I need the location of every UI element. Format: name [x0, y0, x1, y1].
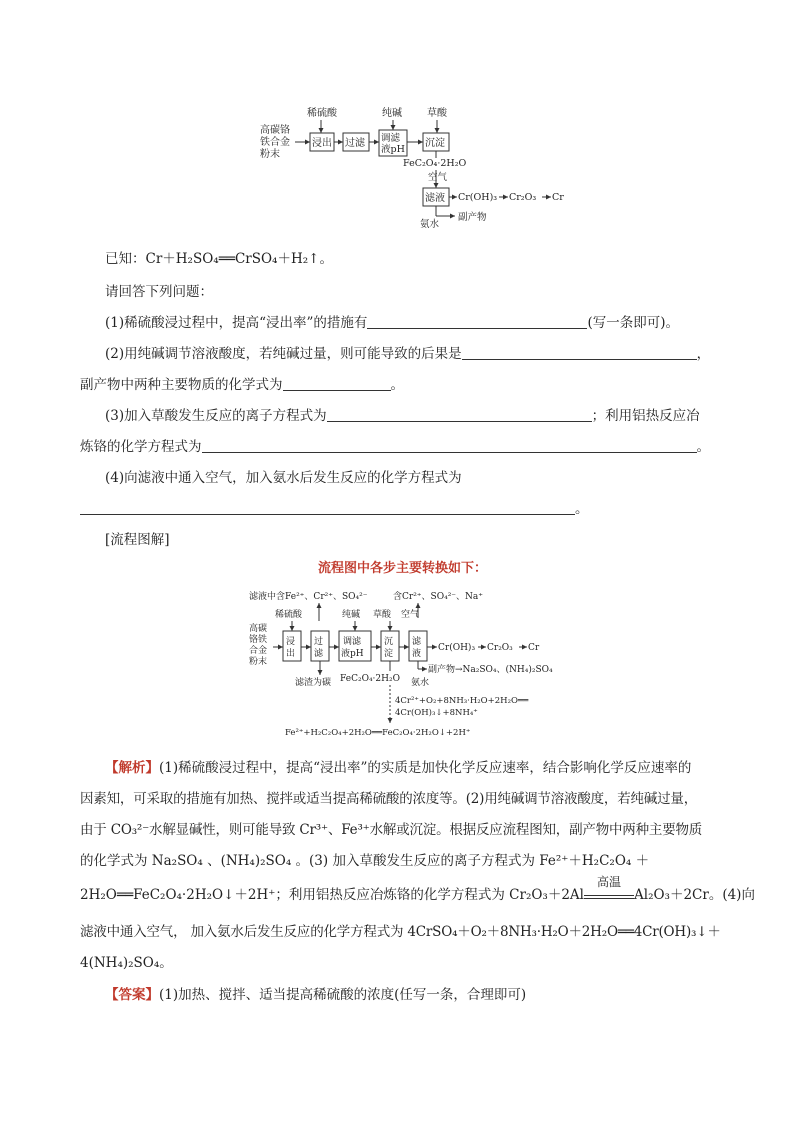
analysis-line-4: 的化学式为 Na₂SO₄ 、(NH₄)₂SO₄ 。(3) 加入草酸发生反应的离子方程式为 Fe²⁺＋H₂C₂O₄ ＋ — [80, 853, 650, 869]
d2-box-ph: 液pH — [341, 649, 364, 659]
question-3: (3)加入草酸发生反应的离子方程式为 ；利用铝热反应冶 — [105, 408, 700, 424]
d1-start-1: 高碳铬 — [260, 125, 290, 136]
d2-ammonia: 氨水 — [411, 678, 430, 688]
analysis-line-2: 因素知，可采取的措施有加热、搅拌或适当提高稀硫酸的浓度等。(2)用纯碱调节溶液酸度，若纯碱过量， — [80, 791, 698, 807]
svg-text:滤: 滤 — [412, 637, 422, 647]
q1-answer-blank[interactable] — [367, 314, 587, 329]
d2-start-4: 粉末 — [249, 657, 268, 667]
d2-chain-3: Cr — [528, 643, 540, 653]
d2-eq1: 4Cr²⁺+O₂+8NH₃·H₂O+2H₂O══ — [395, 696, 529, 706]
d2-reagent-acid: 稀硫酸 — [275, 610, 303, 620]
d1-box-filtrate: 滤液 — [425, 193, 445, 204]
d2-box-filtrate: 液 — [412, 649, 422, 659]
flow-diagram-2 — [245, 585, 585, 745]
q3-answer-blank-2[interactable] — [202, 438, 697, 453]
question-2-cont: 副产物中两种主要物质的化学式为 。 — [80, 377, 404, 393]
diagram2-title: 流程图中各步主要转换如下： — [318, 561, 488, 576]
analysis-tag: 【解析】 — [105, 760, 159, 776]
thermite-condition: 高温 — [584, 887, 634, 899]
d1-box-precip: 沉淀 — [425, 138, 445, 149]
d1-reagent-oxalic: 草酸 — [427, 108, 447, 119]
d2-reagent-soda: 纯碱 — [342, 610, 361, 620]
question-3-cont: 炼铬的化学方程式为 。 — [80, 439, 710, 455]
d2-box-leach: 出 — [286, 649, 296, 659]
d2-precipitate: FeC₂O₄·2H₂O — [340, 674, 400, 684]
flow-diagram-1 — [255, 100, 575, 230]
d1-chain-3: Cr — [552, 192, 564, 203]
question-1: (1)稀硫酸浸过程中，提高“浸出率”的措施有 (写一条即可)。 — [105, 315, 679, 331]
analysis-line-5: 2H₂O══FeC₂O₄·2H₂O↓＋2H⁺；利用铝热反应冶炼铬的化学方程式为 Cr₂O₃＋2Al 高温 Al₂O₃＋2Cr。(4)向 — [80, 875, 755, 903]
d1-precipitate: FeC₂O₄·2H₂O — [403, 158, 467, 169]
analysis-line-1: 【解析】(1)稀硫酸浸过程中，提高“浸出率”的实质是加快化学反应速率，结合影响化学反应速率的 — [105, 760, 692, 776]
d2-filtrate-right: 含Cr²⁺、SO₄²⁻、Na⁺ — [393, 592, 484, 602]
d1-chain-1: Cr(OH)₃ — [458, 192, 498, 203]
d2-box-filter: 滤 — [314, 649, 324, 659]
d1-reagent-soda: 纯碱 — [382, 108, 402, 119]
d2-chain-1: Cr(OH)₃ — [438, 643, 476, 653]
d2-residue: 滤渣为碳 — [295, 678, 332, 688]
question-2: (2)用纯碱调节溶液酸度，若纯碱过量，则可能导致的后果是 ， — [105, 346, 711, 362]
d2-filtrate-top: 滤液中含Fe²⁺、Cr²⁺、SO₄²⁻ — [249, 592, 368, 602]
answer-line: 【答案】(1)加热、搅拌、适当提高稀硫酸的浓度(任写一条，合理即可) — [105, 987, 527, 1003]
d2-start-2: 铬铁 — [249, 635, 268, 645]
d1-start-3: 粉末 — [260, 149, 280, 160]
known-condition: 已知：Cr＋H₂SO₄══CrSO₄＋H₂↑。 — [105, 251, 333, 267]
d2-start-1: 高碳 — [249, 624, 268, 634]
svg-text:沉: 沉 — [384, 637, 394, 647]
d1-box-leach: 浸出 — [312, 138, 332, 149]
answer-tag: 【答案】 — [105, 987, 159, 1003]
d1-reagent-acid: 稀硫酸 — [307, 108, 337, 119]
d2-box-precip: 淀 — [384, 649, 394, 659]
d1-ammonia: 氨水 — [420, 219, 440, 230]
d2-reagent-air: 空气 — [401, 610, 420, 620]
svg-text:过: 过 — [314, 637, 324, 647]
analysis-line-6: 滤液中通入空气， 加入氨水后发生反应的化学方程式为 4CrSO₄＋O₂＋8NH₃·H₂O＋2H₂O══4Cr(OH)₃↓＋ — [80, 924, 721, 940]
d2-eq2: 4Cr(OH)₃↓+8NH₄⁺ — [395, 708, 478, 718]
d1-byproduct: 副产物 — [458, 212, 487, 223]
q3-answer-blank-1[interactable] — [327, 407, 592, 422]
q2-answer-blank-1[interactable] — [462, 345, 697, 360]
d2-byproduct: 副产物→Na₂SO₄、(NH₄)₂SO₄ — [428, 665, 553, 675]
d2-start-3: 合金 — [249, 646, 268, 656]
analysis-line-7: 4(NH₄)₂SO₄。 — [80, 955, 173, 971]
q2-answer-blank-2[interactable] — [283, 376, 391, 391]
d2-chain-2: Cr₂O₃ — [487, 643, 513, 653]
svg-text:调滤: 调滤 — [343, 637, 362, 647]
d1-start-2: 铁合金 — [260, 137, 290, 148]
d1-box-ph: 调滤 — [381, 133, 401, 144]
svg-text:液pH: 液pH — [381, 144, 405, 155]
section-label: [流程图解] — [105, 532, 170, 548]
question-4-cont: 。 — [80, 500, 589, 518]
question-4: (4)向滤液中通入空气，加入氨水后发生反应的化学方程式为 — [105, 470, 462, 486]
d1-air: 空气 — [428, 172, 448, 183]
d2-eq3: Fe²⁺+H₂C₂O₄+2H₂O══FeC₂O₄·2H₂O↓+2H⁺ — [285, 728, 471, 738]
d1-chain-2: Cr₂O₃ — [509, 192, 537, 203]
d2-reagent-oxalic: 草酸 — [373, 610, 392, 620]
prompt-line: 请回答下列问题： — [105, 284, 213, 300]
d1-box-filter: 过滤 — [345, 138, 365, 149]
q4-answer-blank[interactable] — [80, 500, 575, 515]
analysis-line-3: 由于 CO₃²⁻水解显碱性，则可能导致 Cr³⁺、Fe³⁺水解或沉淀。根据反应流程图知，副产物中两种主要物质 — [80, 822, 703, 838]
svg-text:浸: 浸 — [286, 637, 296, 647]
